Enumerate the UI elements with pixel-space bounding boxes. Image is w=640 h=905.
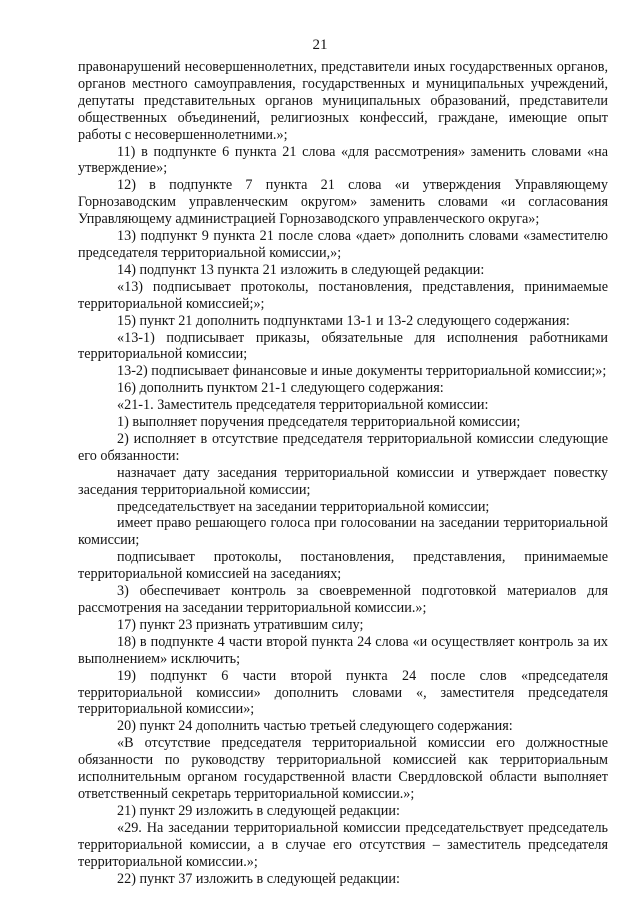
paragraph-8: «13-1) подписывает приказы, обязательные для исполнения работниками территориальной комиссии; [78, 329, 608, 363]
paragraph-26: 22) пункт 37 изложить в следующей редакции: [117, 870, 400, 887]
paragraph-17: подписывает протоколы, постановления, представления, принимаемые территориальной комиссией на заседаниях; [78, 549, 608, 583]
paragraph-12: 1) выполняет поручения председателя территориальной комиссии; [117, 414, 521, 431]
paragraph-13: 2) исполняет в отсутствие председателя территориальной комиссии следующие его обязанности: [78, 430, 608, 464]
paragraph-5: 14) подпункт 13 пункта 21 изложить в следующей редакции: [117, 261, 485, 278]
paragraph-4: 13) подпункт 9 пункта 21 после слова «дает» дополнить словами «заместителю председателя территориальной комиссии,»; [78, 228, 608, 261]
paragraph-25: «29. На заседании территориальной комиссии председательствует председатель территориальной комиссии, а в случае его отсутствия – заместитель председателя территориальной комиссии.»; [78, 819, 608, 870]
paragraph-20: 18) в подпункте 4 части второй пункта 24 слова «и осуществляет контроль за их выполнением» исключить; [78, 633, 608, 667]
paragraph-1: правонарушений несовершеннолетних, представители иных государственных органов, органов местного самоуправления, государственных и муниципальных учреждений, депутаты представительных органов муниципальных образований, представители общественных объединений, религиозных конфессий, граждане, имеющие опыт работы с несовершеннолетними.»; [78, 59, 608, 143]
paragraph-3: 12) в подпункте 7 пункта 21 слова «и утверждения Управляющему Горнозаводским управленческим округом» заменить словами «и согласования Управляющему администрацией Горнозаводского управленческого округа»; [78, 177, 608, 228]
paragraph-16: имеет право решающего голоса при голосовании на заседании территориальной комиссии; [78, 515, 608, 549]
paragraph-18: 3) обеспечивает контроль за своевременной подготовкой материалов для рассмотрения на заседании территориальной комиссии.»; [78, 583, 608, 616]
paragraph-21: 19) подпункт 6 части второй пункта 24 после слов «председателя территориальной комиссии» дополнить словами «, заместителя председателя территориальной комиссии»; [78, 667, 608, 718]
paragraph-11: «21-1. Заместитель председателя территориальной комиссии: [117, 397, 489, 414]
paragraph-7: 15) пункт 21 дополнить подпунктами 13-1 и 13-2 следующего содержания: [117, 312, 570, 329]
paragraph-2: 11) в подпункте 6 пункта 21 слова «для рассмотрения» заменить словами «на утверждение»; [78, 143, 608, 177]
document-body [78, 59, 608, 887]
page-number: 21 [312, 37, 328, 53]
paragraph-19: 17) пункт 23 признать утратившим силу; [117, 616, 364, 633]
paragraph-23: «В отсутствие председателя территориальной комиссии его должностные обязанности по руководству территориальной комиссией как территориальным исполнительным органом государственной власти Свердловской области выполняет ответственный секретарь территориальной комиссии.»; [78, 735, 608, 802]
paragraph-24: 21) пункт 29 изложить в следующей редакции: [117, 802, 400, 819]
paragraph-6: «13) подписывает протоколы, постановления, представления, принимаемые территориальной комиссией;»; [78, 278, 608, 312]
paragraph-15: председательствует на заседании территориальной комиссии; [117, 498, 490, 515]
paragraph-9: 13-2) подписывает финансовые и иные документы территориальной комиссии;»; [117, 363, 607, 380]
paragraph-22: 20) пункт 24 дополнить частью третьей следующего содержания: [117, 718, 513, 735]
paragraph-14: назначает дату заседания территориальной комиссии и утверждает повестку заседания территориальной комиссии; [78, 464, 608, 498]
paragraph-10: 16) дополнить пунктом 21-1 следующего содержания: [117, 380, 444, 397]
